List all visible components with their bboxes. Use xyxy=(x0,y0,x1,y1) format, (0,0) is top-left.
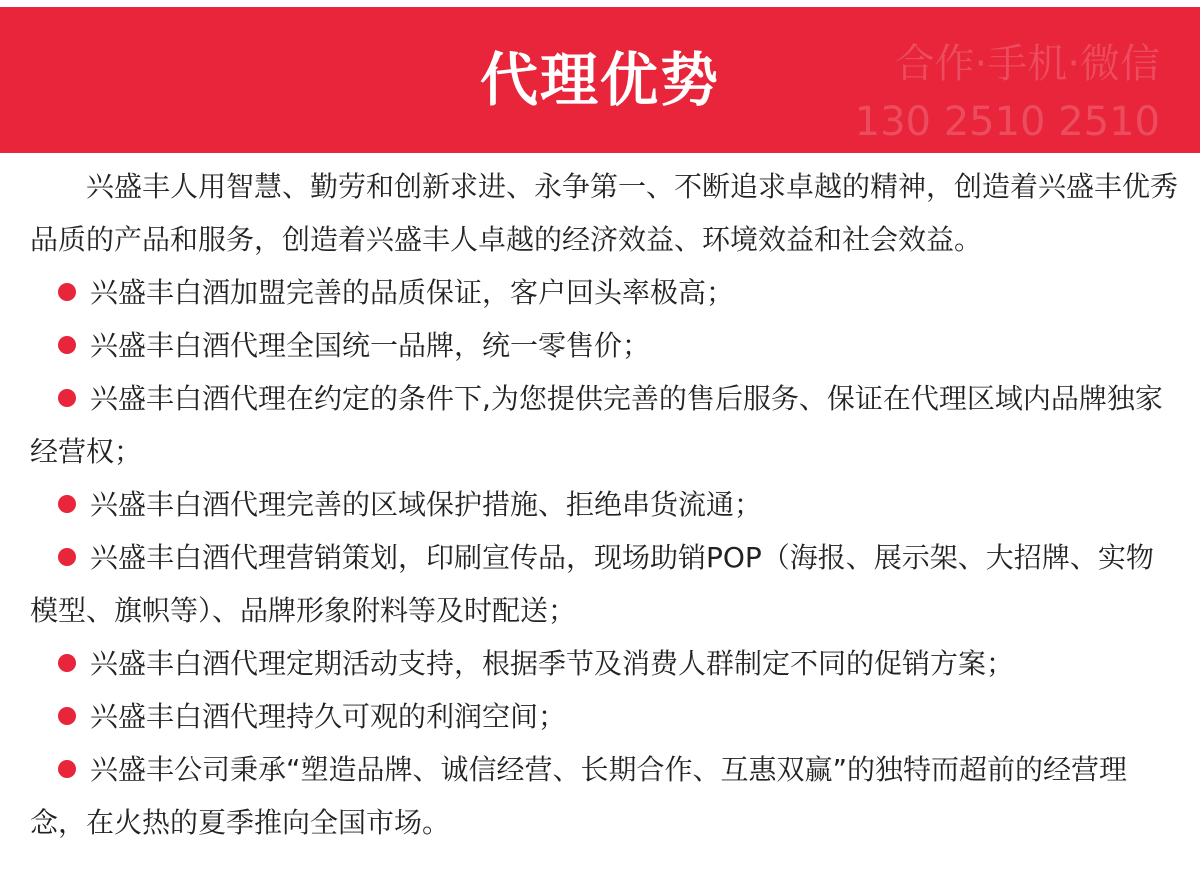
advantage-text: 兴盛丰白酒代理定期活动支持，根据季节及消费人群制定不同的促销方案； xyxy=(90,647,1015,680)
advantages-content xyxy=(30,160,1180,849)
bullet-dot-icon xyxy=(58,760,76,778)
advantage-text: 兴盛丰白酒加盟完善的品质保证，客户回头率极高； xyxy=(90,276,735,309)
advantage-text: 兴盛丰白酒代理持久可观的利润空间； xyxy=(90,700,567,733)
advantage-text: 兴盛丰白酒代理营销策划，印刷宣传品，现场助销POP（海报、展示架、大招牌、实物模型、旗帜等）、品牌形象附料等及时配送； xyxy=(30,541,1154,627)
bullet-dot-icon xyxy=(58,548,76,566)
advantage-item xyxy=(30,372,1180,478)
bullet-dot-icon xyxy=(58,495,76,513)
advantage-item xyxy=(30,743,1180,849)
watermark-line-2: 130 2510 2510 xyxy=(854,99,1160,145)
advantage-item xyxy=(30,478,1180,531)
advantage-item xyxy=(30,690,1180,743)
bullet-dot-icon xyxy=(58,283,76,301)
advantage-item xyxy=(30,319,1180,372)
bullet-dot-icon xyxy=(58,336,76,354)
advantage-text: 兴盛丰公司秉承“塑造品牌、诚信经营、长期合作、互惠双赢”的独特而超前的经营理念，在火热的夏季推向全国市场。 xyxy=(30,753,1128,839)
bullet-dot-icon xyxy=(58,654,76,672)
advantage-item xyxy=(30,637,1180,690)
advantage-text: 兴盛丰白酒代理完善的区域保护措施、拒绝串货流通； xyxy=(90,488,763,521)
advantage-text: 兴盛丰白酒代理全国统一品牌，统一零售价； xyxy=(90,329,651,362)
intro-paragraph: 兴盛丰人用智慧、勤劳和创新求进、永争第一、不断追求卓越的精神，创造着兴盛丰优秀品质的产品和服务，创造着兴盛丰人卓越的经济效益、环境效益和社会效益。 xyxy=(30,170,1179,256)
watermark-line-1: 合作·手机·微信 xyxy=(894,41,1160,87)
bullet-dot-icon xyxy=(58,707,76,725)
advantage-item xyxy=(30,266,1180,319)
advantage-item xyxy=(30,531,1180,637)
title-banner xyxy=(0,7,1200,153)
bullet-dot-icon xyxy=(58,389,76,407)
advantage-text: 兴盛丰白酒代理在约定的条件下,为您提供完善的售后服务、保证在代理区域内品牌独家经营权； xyxy=(30,382,1163,468)
page-title: 代理优势 xyxy=(479,46,720,114)
